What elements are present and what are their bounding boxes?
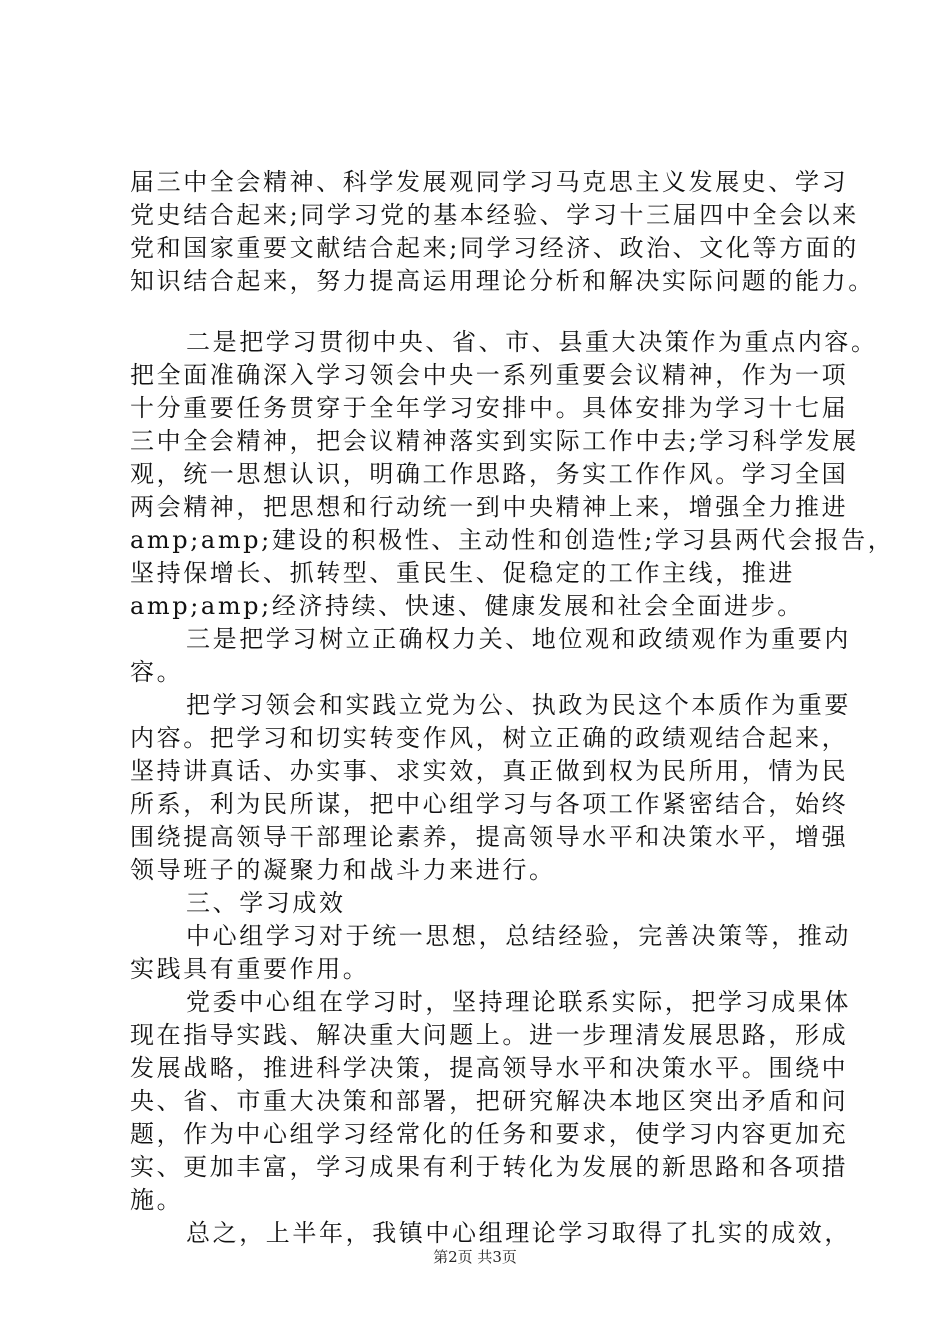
text-line: 实、更加丰富，学习成果有利于转化为发展的新思路和各项措 [130,1153,849,1181]
text-line: 届三中全会精神、科学发展观同学习马克思主义发展史、学习 [130,168,849,196]
text-line: 题，作为中心组学习经常化的任务和要求，使学习内容更加充 [130,1120,849,1148]
text-line: 党史结合起来;同学习党的基本经验、学习十三届四中全会以来 [130,201,859,229]
text-line: 坚持讲真话、办实事、求实效，真正做到权为民所用，情为民 [130,757,849,785]
text-line: 所系，利为民所谋，把中心组学习与各项工作紧密结合，始终 [130,790,849,818]
text-line: 总之，上半年，我镇中心组理论学习取得了扎实的成效， [186,1219,851,1247]
text-line: 党委中心组在学习时，坚持理论联系实际，把学习成果体 [186,988,851,1016]
paragraph-continuation [130,166,875,298]
paragraph-spacer [130,298,845,326]
text-line: 两会精神，把思想和行动统一到中央精神上来，增强全力推进 [130,493,849,521]
text-line: 实践具有重要作用。 [130,955,370,983]
paragraph-practice [130,689,851,887]
page-footer [0,1246,950,1267]
text-line: 十分重要任务贯穿于全年学习安排中。具体安排为学习十七届 [130,394,849,422]
text-line: 内容。把学习和切实转变作风，树立正确的政绩观结合起来， [130,724,849,752]
text-line: 领导班子的凝聚力和战斗力来进行。 [130,856,556,884]
text-line: 把全面准确深入学习领会中央一系列重要会议精神，作为一项 [130,361,849,389]
text-line: 知识结合起来，努力提高运用理论分析和解决实际问题的能力。 [130,267,875,295]
paragraph-point-three [130,623,851,689]
text-line: 现在指导实践、解决重大问题上。进一步理清发展思路，形成 [130,1021,849,1049]
text-line: 发展战略，推进科学决策，提高领导水平和决策水平。围绕中 [130,1054,849,1082]
text-line: 党和国家重要文献结合起来;同学习经济、政治、文化等方面的 [130,234,859,262]
document-body [130,166,895,1250]
text-line: 三中全会精神，把会议精神落实到实际工作中去;学习科学发展 [130,427,859,455]
text-line: 二是把学习贯彻中央、省、市、县重大决策作为重点内容。 [186,328,878,356]
text-line: 央、省、市重大决策和部署，把研究解决本地区突出矛盾和问 [130,1087,849,1115]
text-line: 观，统一思想认识，明确工作思路，务实工作作风。学习全国 [130,460,849,488]
text-line: 三是把学习树立正确权力关、地位观和政绩观作为重要内 [186,625,851,653]
paragraph-point-two [130,326,895,623]
section-heading-results [130,887,845,920]
text-line: 容。 [130,658,184,686]
paragraph-committee [130,986,851,1217]
text-line: 坚持保增长、抓转型、重民生、促稳定的工作主线，推进 [130,559,795,587]
text-line: 围绕提高领导干部理论素养，提高领导水平和决策水平，增强 [130,823,849,851]
text-line: 三、学习成效 [186,889,346,917]
text-line: 中心组学习对于统一思想，总结经验，完善决策等，推动 [186,922,851,950]
text-line: 把学习领会和实践立党为公、执政为民这个本质作为重要 [186,691,851,719]
text-line: amp;amp;经济持续、快速、健康发展和社会全面进步。 [130,592,804,620]
page-number-label: 第2页 共3页 [433,1248,517,1266]
text-line: amp;amp;建设的积极性、主动性和创造性;学习县两代会报告， [130,526,895,554]
paragraph-results-intro [130,920,851,986]
text-line: 施。 [130,1186,184,1214]
